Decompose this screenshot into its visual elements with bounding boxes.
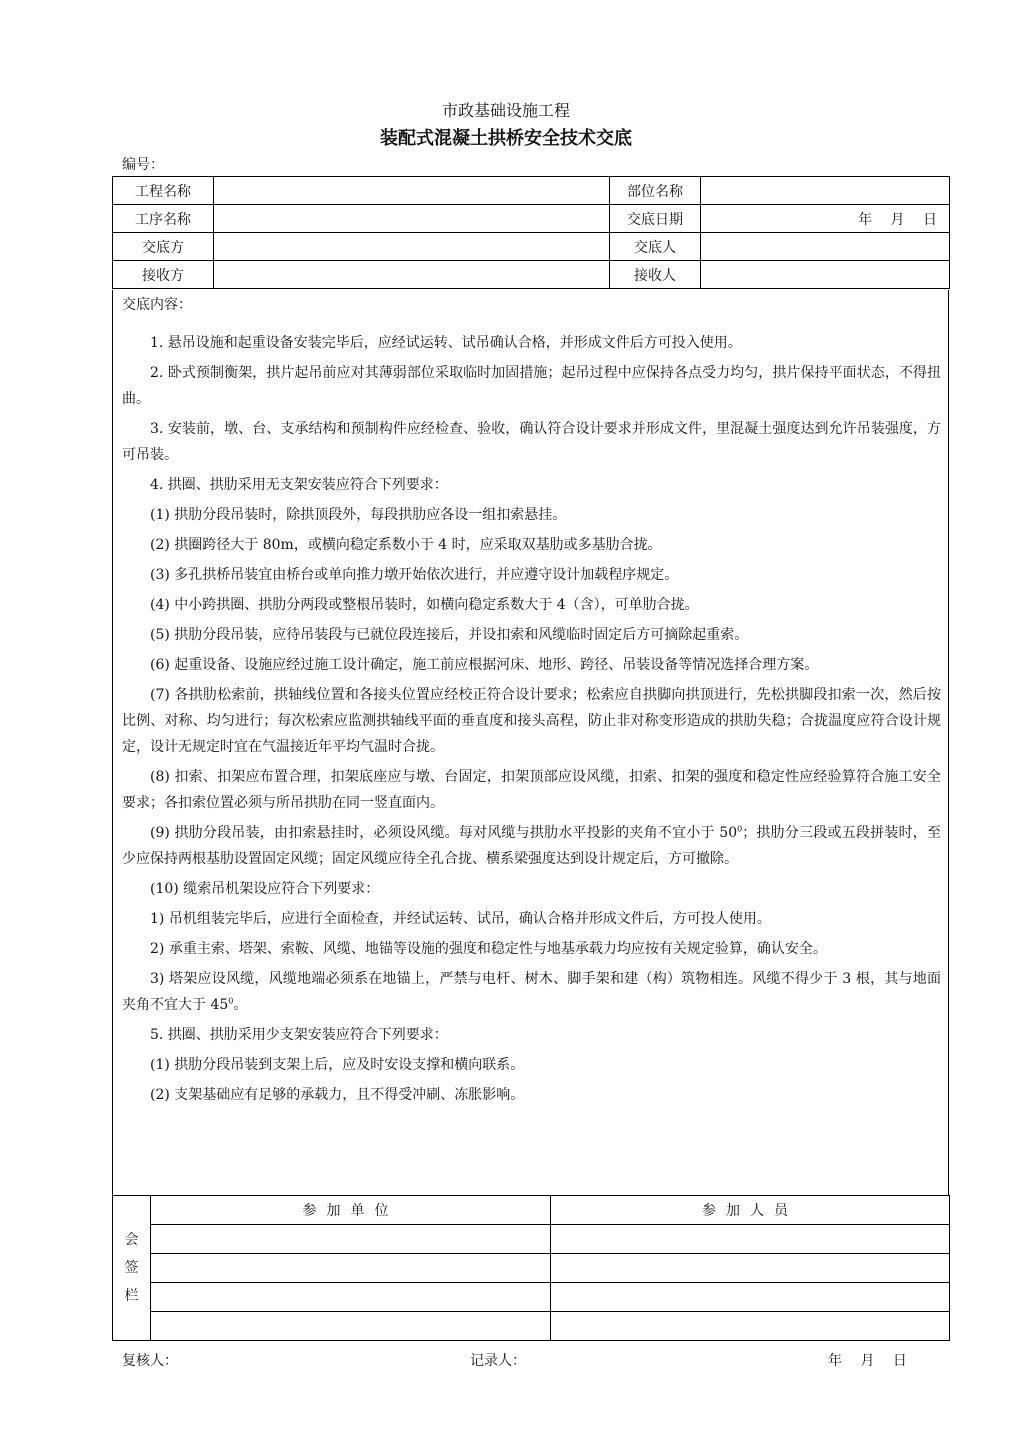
issuer-field[interactable] xyxy=(214,233,610,261)
receiver-field[interactable] xyxy=(214,261,610,289)
content-body xyxy=(122,330,941,1112)
person-cell[interactable] xyxy=(551,1312,950,1341)
content-paragraph: (2) 支架基础应有足够的承载力，且不得受冲刷、冻胀影响。 xyxy=(150,1087,525,1103)
content-paragraph: 4. 拱圈、拱肋采用无支架安装应符合下列要求： xyxy=(150,477,448,493)
part-name-field[interactable] xyxy=(701,177,950,205)
person-header: 参加人员 xyxy=(551,1196,950,1225)
content-paragraph xyxy=(122,820,941,872)
issuer-label: 交底方 xyxy=(113,233,214,261)
content-paragraph: 1. 悬吊设施和起重设备安装完毕后，应经试运转、试吊确认合格，并形成文件后方可投入使用。 xyxy=(150,335,742,351)
receiver-label: 接收方 xyxy=(113,261,214,289)
table-row xyxy=(113,261,950,289)
content-paragraph: (3) 多孔拱桥吊装宜由桥台或单向推力墩开始依次进行，并应遵守设计加载程序规定。 xyxy=(150,567,679,583)
table-row xyxy=(113,1283,950,1312)
sign-section-label xyxy=(113,1196,151,1341)
unit-header: 参加单位 xyxy=(151,1196,551,1225)
content-paragraph xyxy=(122,966,941,1018)
content-paragraph: (4) 中小跨拱圈、拱肋分两段或整根吊装时，如横向稳定系数大于 4（含），可单肋合拢。 xyxy=(150,597,699,613)
process-name-field[interactable] xyxy=(214,205,610,233)
content-paragraph: (5) 拱肋分段吊装，应待吊装段与已就位段连接后，并设扣索和风缆临时固定后方可摘除起重索。 xyxy=(150,627,749,643)
date-label: 交底日期 xyxy=(610,205,701,233)
unit-cell[interactable] xyxy=(151,1312,551,1341)
receiver-person-label: 接收人 xyxy=(610,261,701,289)
document-subtitle: 装配式混凝土拱桥安全技术交底 xyxy=(380,128,632,149)
project-name-label: 工程名称 xyxy=(113,177,214,205)
signature-table xyxy=(112,1195,950,1341)
paragraph-text: 。 xyxy=(233,997,248,1013)
content-paragraph: 2) 承重主索、塔架、索鞍、风缆、地锚等设施的强度和稳定性与地基承载力均应按有关规定验算，确认安全。 xyxy=(150,941,827,957)
content-paragraph: (7) 各拱肋松索前，拱轴线位置和各接头位置应经校正符合设计要求；松索应自拱脚向拱顶进行，先松拱脚段扣索一次，然后按比例、对称、均匀进行；每次松索应监测拱轴线平面的垂直度和接头高程，防止非对称变形造成的拱肋失稳；合拢温度应符合设计规定，设计无规定时宜在气温接近年平均气温时合拢。 xyxy=(122,687,941,755)
table-row xyxy=(113,1254,950,1283)
content-paragraph: 1) 吊机组装完毕后，应进行全面检查，并经试运转、试吊，确认合格并形成文件后，方可投人使用。 xyxy=(150,911,771,927)
project-name-field[interactable] xyxy=(214,177,610,205)
degree-mark: 0 xyxy=(228,996,234,1006)
issuer-person-label: 交底人 xyxy=(610,233,701,261)
content-paragraph: (2) 拱圈跨径大于 80m，或横向稳定系数小于 4 时，应采取双基肋或多基肋合拢。 xyxy=(150,537,662,553)
content-paragraph: 5. 拱圈、拱肋采用少支架安装应符合下列要求： xyxy=(150,1027,448,1043)
person-cell[interactable] xyxy=(551,1225,950,1254)
content-paragraph: (1) 拱肋分段吊装时，除拱顶段外，每段拱肋应各设一组扣索悬挂。 xyxy=(150,507,567,523)
process-name-label: 工序名称 xyxy=(113,205,214,233)
content-paragraph: (6) 起重设备、设施应经过施工设计确定，施工前应根据河床、地形、跨径、吊装设备等情况选择合理方案。 xyxy=(150,657,819,673)
unit-cell[interactable] xyxy=(151,1225,551,1254)
table-row xyxy=(113,1196,950,1225)
table-row xyxy=(113,1225,950,1254)
part-name-label: 部位名称 xyxy=(610,177,701,205)
content-heading: 交底内容： xyxy=(122,297,192,313)
sign-label-char: 签 xyxy=(124,1260,139,1276)
degree-mark: 0 xyxy=(737,824,743,834)
date-field[interactable]: 年 月 日 xyxy=(701,205,950,233)
paragraph-text: 3) 塔架应设风缆，风缆地端必须系在地锚上，严禁与电杆、树木、脚手架和建（构）筑物相连。风缆不得少于 3 根，其与地面夹角不宜大于 45 xyxy=(122,971,941,1013)
info-table xyxy=(112,176,950,289)
content-section xyxy=(112,290,949,1195)
unit-cell[interactable] xyxy=(151,1283,551,1312)
reviewer-label: 复核人： xyxy=(122,1353,178,1369)
code-label: 编号： xyxy=(122,157,164,173)
content-paragraph: 2. 卧式预制衡架，拱片起吊前应对其薄弱部位采取临时加固措施；起吊过程中应保持各点受力均匀，拱片保持平面状态，不得扭曲。 xyxy=(122,365,941,407)
receiver-person-field[interactable] xyxy=(701,261,950,289)
content-paragraph: (1) 拱肋分段吊装到支架上后，应及时安设支撑和横向联系。 xyxy=(150,1057,525,1073)
issuer-person-field[interactable] xyxy=(701,233,950,261)
document-title: 市政基础设施工程 xyxy=(441,101,570,120)
table-row xyxy=(113,233,950,261)
person-cell[interactable] xyxy=(551,1254,950,1283)
table-row xyxy=(113,1312,950,1341)
table-row xyxy=(113,205,950,233)
footer-date: 年 月 日 xyxy=(828,1353,907,1369)
sign-label-char: 会 xyxy=(124,1232,139,1248)
recorder-label: 记录人： xyxy=(470,1353,526,1369)
paragraph-text: ；拱肋分三段或五段拼装时，至少应保持两根基肋设置固定风缆；固定风缆应待全孔合拢、横系梁强度达到设计规定后，方可撤除。 xyxy=(122,825,942,867)
person-cell[interactable] xyxy=(551,1283,950,1312)
table-row xyxy=(113,177,950,205)
sign-label-char: 栏 xyxy=(124,1288,139,1304)
content-paragraph: 3. 安装前，墩、台、支承结构和预制构件应经检查、验收，确认符合设计要求并形成文件，里混凝土强度达到允许吊装强度，方可吊装。 xyxy=(122,421,941,463)
content-paragraph: (8) 扣索、扣架应布置合理，扣架底座应与墩、台固定，扣架顶部应设风缆，扣索、扣架的强度和稳定性应经验算符合施工安全要求；各扣索位置必须与所吊拱肋在同一竖直面内。 xyxy=(122,769,941,811)
unit-cell[interactable] xyxy=(151,1254,551,1283)
content-paragraph: (10) 缆索吊机架设应符合下列要求： xyxy=(150,881,380,897)
paragraph-text: (9) 拱肋分段吊装，由扣索悬挂时，必须设风缆。每对风缆与拱肋水平投影的夹角不宜小于 50 xyxy=(150,825,738,841)
